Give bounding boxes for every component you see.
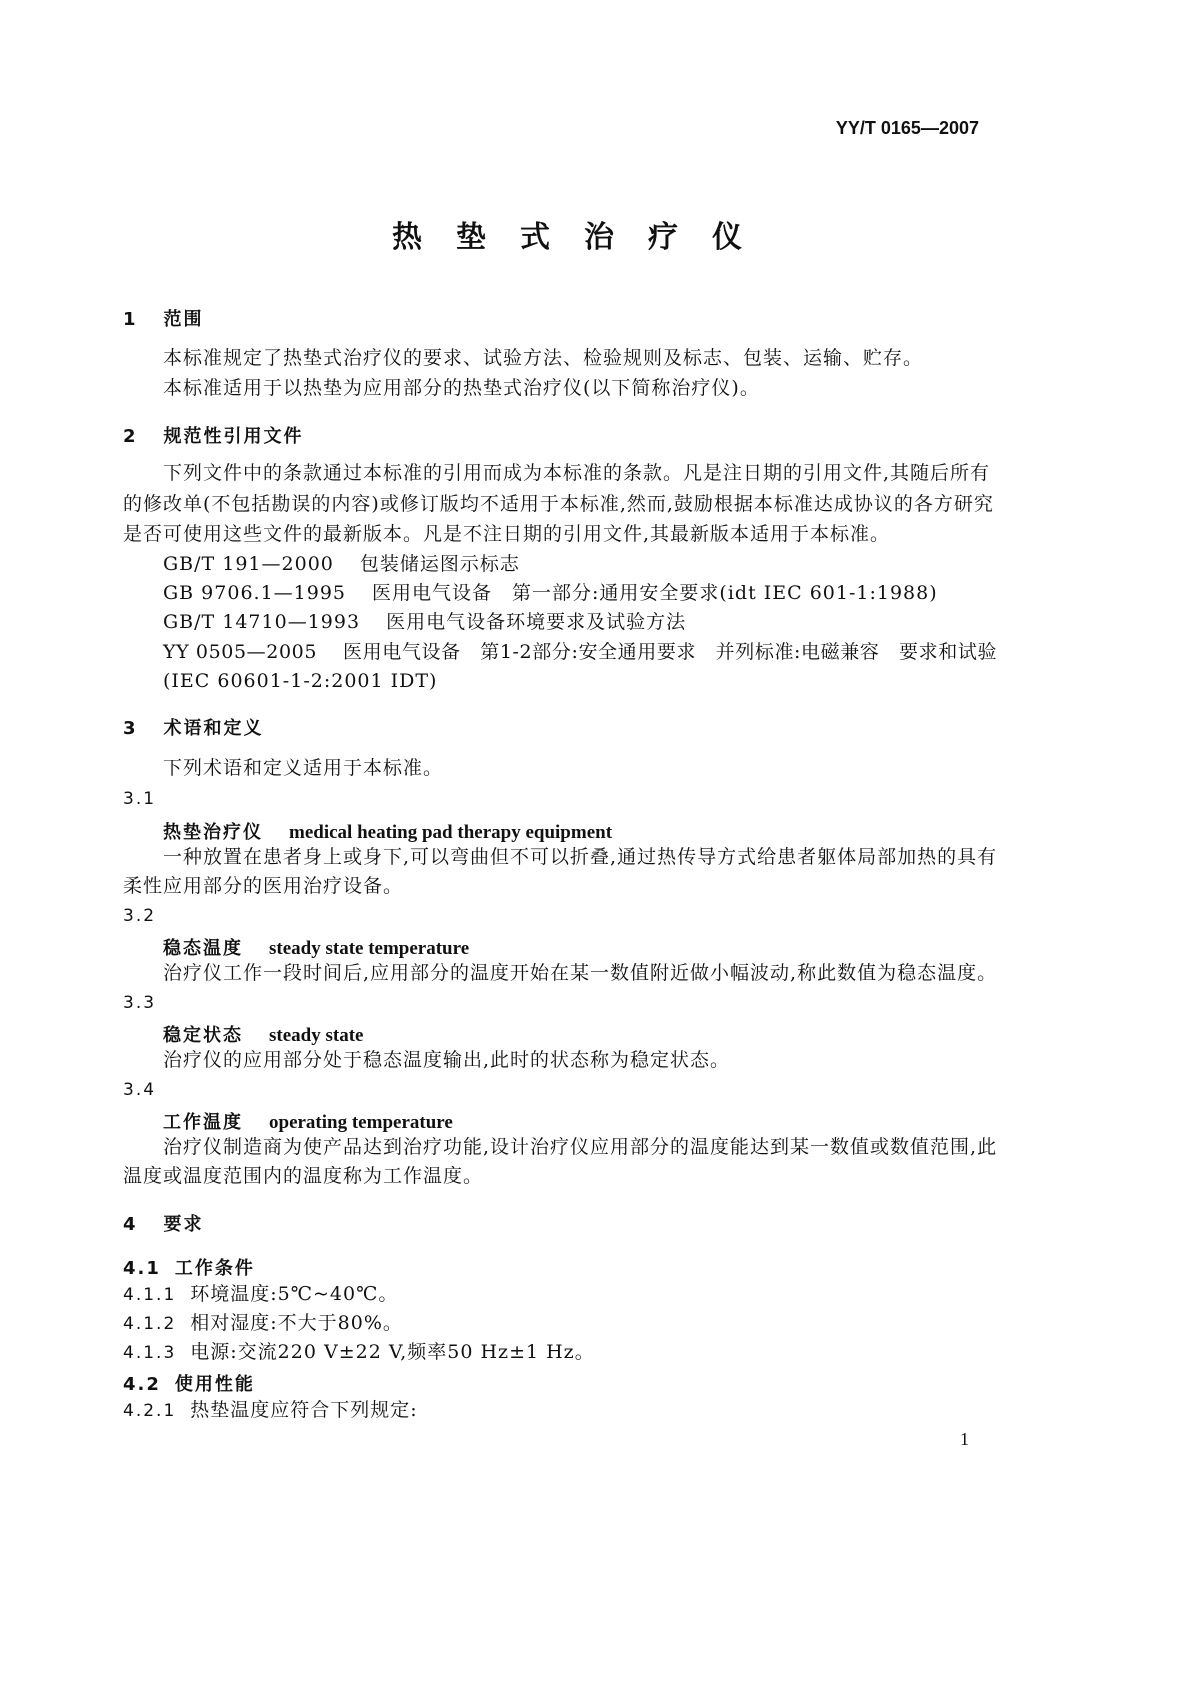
term-definition: 治疗仪的应用部分处于稳态温度输出,此时的状态称为稳定状态。 [163, 1049, 731, 1071]
reference-code: YY 0505—2005 [163, 641, 318, 663]
reference-code: GB 9706.1—1995 [163, 582, 347, 604]
section-title: 要求 [163, 1214, 204, 1235]
paragraph-line: 下列文件中的条款通过本标准的引用而成为本标准的条款。凡是注日期的引用文件,其随后所有 [163, 462, 991, 484]
term-definition-cont: 柔性应用部分的医用治疗设备。 [123, 875, 404, 897]
term-heading [163, 1108, 453, 1134]
term-heading [163, 1021, 363, 1047]
clause-item [123, 1342, 595, 1363]
page-number: 1 [960, 1429, 969, 1449]
term-zh: 工作温度 [163, 1112, 243, 1133]
standard-code: YY/T 0165—2007 [835, 118, 979, 138]
reference-continuation: (IEC 60601-1-2:2001 IDT) [163, 670, 438, 692]
clause-number: 4.1.3 [123, 1343, 177, 1363]
paragraph-line: 的修改单(不包括勘误的内容)或修订版均不适用于本标准,然而,鼓励根据本标准达成协议的各方研究 [123, 493, 994, 515]
section-number: 2 [123, 426, 138, 447]
clause-text: 热垫温度应符合下列规定: [190, 1399, 418, 1421]
clause-text: 电源:交流220 V±22 V,频率50 Hz±1 Hz。 [190, 1341, 595, 1363]
clause-number: 4.1.2 [123, 1314, 177, 1334]
paragraph: 下列术语和定义适用于本标准。 [163, 757, 444, 779]
paragraph-line: 是否可使用这些文件的最新版本。凡是不注日期的引用文件,其最新版本适用于本标准。 [123, 523, 891, 545]
paragraph: 本标准规定了热垫式治疗仪的要求、试验方法、检验规则及标志、包装、运输、贮存。 [163, 347, 924, 369]
section-1-heading [123, 305, 204, 331]
clause-text: 环境温度:5℃~40℃。 [190, 1283, 399, 1305]
term-number: 3.2 [123, 906, 157, 926]
subsection-heading [123, 1370, 255, 1396]
clause-number: 4.1.1 [123, 1285, 177, 1305]
section-4-heading [123, 1210, 204, 1236]
term-zh: 热垫治疗仪 [163, 822, 263, 843]
clause-item [123, 1284, 398, 1305]
section-title: 术语和定义 [163, 718, 264, 739]
reference-item [163, 554, 520, 574]
reference-item [163, 583, 938, 603]
term-en: steady state [269, 1025, 364, 1046]
term-definition: 治疗仪工作一段时间后,应用部分的温度开始在某一数值附近做小幅波动,称此数值为稳态温度。 [163, 962, 998, 984]
term-zh: 稳定状态 [163, 1025, 243, 1046]
subsection-heading [123, 1254, 255, 1280]
term-en: steady state temperature [269, 938, 470, 959]
term-definition: 治疗仪制造商为使产品达到治疗功能,设计治疗仪应用部分的温度能达到某一数值或数值范围,此 [163, 1136, 998, 1158]
term-zh: 稳态温度 [163, 938, 243, 959]
clause-item [123, 1313, 403, 1334]
term-heading [163, 934, 469, 960]
reference-title: 包装储运图示标志 [359, 553, 520, 575]
section-3-heading [123, 714, 264, 740]
term-en: operating temperature [269, 1112, 453, 1133]
section-number: 4 [123, 1214, 138, 1235]
subsection-number: 4.1 [123, 1258, 161, 1279]
term-definition: 一种放置在患者身上或身下,可以弯曲但不可以折叠,通过热传导方式给患者躯体局部加热的具有 [163, 846, 998, 868]
section-number: 1 [123, 309, 138, 330]
term-number: 3.3 [123, 993, 157, 1013]
reference-code: GB/T 14710—1993 [163, 611, 361, 633]
term-en: medical heating pad therapy equipment [289, 822, 613, 843]
reference-title: 医用电气设备 第1-2部分:安全通用要求 并列标准:电磁兼容 要求和试验 [343, 641, 998, 663]
term-definition-cont: 温度或温度范围内的温度称为工作温度。 [123, 1165, 484, 1187]
reference-item [163, 612, 686, 632]
clause-item [123, 1400, 418, 1421]
subsection-title: 工作条件 [174, 1258, 255, 1279]
section-title: 规范性引用文件 [163, 426, 304, 447]
clause-text: 相对湿度:不大于80%。 [190, 1312, 403, 1334]
section-number: 3 [123, 718, 138, 739]
clause-number: 4.2.1 [123, 1401, 177, 1421]
term-number: 3.1 [123, 789, 157, 809]
document-title: 热垫式治疗仪 [392, 220, 776, 255]
reference-item [163, 642, 997, 662]
reference-code: GB/T 191—2000 [163, 553, 334, 575]
term-number: 3.4 [123, 1080, 157, 1100]
subsection-title: 使用性能 [174, 1374, 255, 1395]
paragraph: 本标准适用于以热垫为应用部分的热垫式治疗仪(以下简称治疗仪)。 [163, 377, 760, 399]
section-2-heading [123, 422, 304, 448]
term-heading [163, 818, 612, 844]
subsection-number: 4.2 [123, 1374, 161, 1395]
section-title: 范围 [163, 309, 204, 330]
reference-title: 医用电气设备 第一部分:通用安全要求(idt IEC 601-1:1988) [372, 582, 938, 604]
reference-title: 医用电气设备环境要求及试验方法 [386, 611, 687, 633]
